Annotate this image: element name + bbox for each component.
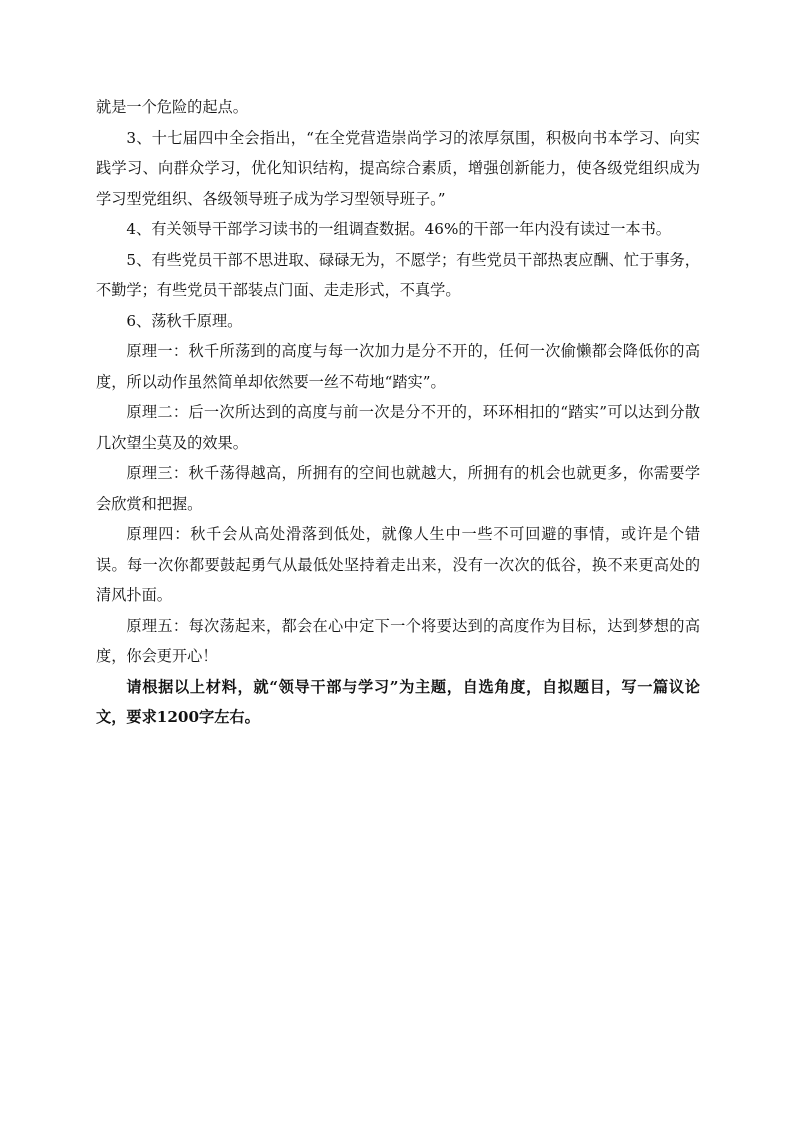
- paragraph-principle-1: 原理一：秋千所荡到的高度与每一次加力是分不开的，任何一次偷懒都会降低你的高度，所以动作虽然简单却依然要一丝不苟地“踏实”。: [96, 342, 700, 391]
- paragraph-item-5: 5、有些党员干部不思进取、碌碌无为，不愿学；有些党员干部热衷应酬、忙于事务，不勤学；有些党员干部装点门面、走走形式，不真学。: [96, 250, 700, 299]
- paragraph-principle-4: 原理四：秋千会从高处滑落到低处，就像人生中一些不可回避的事情，或许是个错误。每一次你都要鼓起勇气从最低处坚持着走出来，没有一次次的低谷，换不来更高处的清风扑面。: [96, 525, 700, 604]
- paragraph-writing-prompt: 请根据以上材料，就“领导干部与学习”为主题，自选角度，自拟题目，写一篇议论文，要求1200字左右。: [96, 677, 700, 726]
- paragraph-principle-2: 原理二：后一次所达到的高度与前一次是分不开的，环环相扣的“踏实”可以达到分散几次望尘莫及的效果。: [96, 403, 700, 452]
- paragraph-principle-5: 原理五：每次荡起来，都会在心中定下一个将要达到的高度作为目标，达到梦想的高度，你会更开心！: [96, 616, 700, 665]
- paragraph-item-6: 6、荡秋千原理。: [126, 311, 243, 330]
- paragraph-principle-3: 原理三：秋千荡得越高，所拥有的空间也就越大，所拥有的机会也就更多，你需要学会欣赏和把握。: [96, 464, 700, 513]
- document-body: [96, 92, 700, 733]
- paragraph-continuation: 就是一个危险的起点。: [96, 98, 248, 116]
- paragraph-item-3: 3、十七届四中全会指出，“在全党营造崇尚学习的浓厚氛围，积极向书本学习、向实践学习、向群众学习，优化知识结构，提高综合素质，增强创新能力，使各级党组织成为学习型党组织、各级领导班子成为学习型领导班子。”: [96, 128, 700, 208]
- paragraph-item-4: 4、有关领导干部学习读书的一组调查数据。46%的干部一年内没有读过一本书。: [126, 220, 671, 238]
